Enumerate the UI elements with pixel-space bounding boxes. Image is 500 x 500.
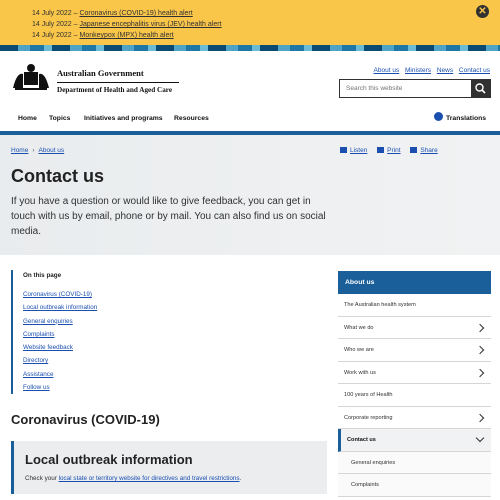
nav-initiatives[interactable]: Initiatives and programs (84, 115, 163, 122)
sidebar-item-what-we-do[interactable]: What we do (338, 317, 491, 340)
alert-item: 14 July 2022 – Coronavirus (COVID-19) health alert (32, 10, 193, 17)
speaker-icon (340, 147, 347, 153)
search-box (339, 79, 491, 98)
otp-link-directory[interactable]: Directory (23, 357, 49, 365)
decorative-stripe (0, 45, 500, 51)
alert-link-jev[interactable]: Japanese encephalitis virus (JEV) health alert (79, 21, 222, 28)
breadcrumb-about[interactable]: About us (38, 147, 65, 154)
callout-link[interactable]: local state or territory website for directives and travel restrictions (58, 475, 240, 482)
breadcrumb-separator: › (32, 147, 35, 154)
alert-list (32, 8, 222, 41)
share-button[interactable]: Share (410, 147, 437, 154)
callout-local-outbreak (11, 441, 327, 494)
search-icon (471, 80, 490, 97)
util-link-about[interactable]: About us (373, 67, 400, 74)
share-icon (410, 147, 417, 153)
chevron-right-icon[interactable] (476, 346, 484, 354)
sidebar-item-health-system[interactable]: The Australian health system (338, 294, 491, 317)
main-nav (0, 110, 500, 130)
callout-text: Check your local state or territory website for directives and travel restrictions. (25, 475, 242, 482)
logo-divider (57, 82, 179, 83)
page-title: Contact us (11, 166, 105, 186)
sidebar-item-corporate-reporting[interactable]: Corporate reporting (338, 407, 491, 430)
util-link-contact[interactable]: Contact us (458, 67, 490, 74)
listen-button[interactable]: Listen (340, 147, 367, 154)
chevron-right-icon[interactable] (476, 368, 484, 376)
globe-icon (434, 112, 443, 121)
util-link-news[interactable]: News (436, 67, 454, 74)
page-tools (340, 147, 446, 154)
nav-home[interactable]: Home (18, 115, 37, 122)
search-button[interactable] (471, 80, 490, 97)
nav-topics[interactable]: Topics (49, 115, 71, 122)
alert-link-mpx[interactable]: Monkeypox (MPX) health alert (79, 32, 174, 39)
translations-button[interactable]: Translations (434, 110, 486, 128)
breadcrumb (11, 147, 64, 154)
coat-of-arms-logo[interactable] (11, 62, 51, 92)
section-heading-covid: Coronavirus (COVID-19) (11, 412, 160, 427)
chevron-down-icon[interactable] (476, 434, 484, 442)
otp-link-covid[interactable]: Coronavirus (COVID-19) (23, 291, 92, 298)
on-this-page-title: On this page (23, 272, 62, 279)
sidebar-item-contact-us[interactable]: Contact us (338, 429, 491, 452)
sidebar-subitem-complaints[interactable]: Complaints (338, 474, 491, 497)
otp-link-assistance[interactable]: Assistance (23, 370, 54, 378)
sidebar-nav (338, 271, 491, 497)
print-icon (377, 147, 384, 153)
print-button[interactable]: Print (377, 147, 400, 154)
search-input[interactable] (340, 80, 472, 97)
sidebar-item-who-we-are[interactable]: Who we are (338, 339, 491, 362)
otp-link-general-enquiries[interactable]: General enquiries (23, 317, 73, 325)
chevron-right-icon[interactable] (476, 413, 484, 421)
alert-link-covid[interactable]: Coronavirus (COVID-19) health alert (79, 10, 193, 17)
otp-link-follow-us[interactable]: Follow us (23, 384, 50, 392)
close-icon[interactable]: ✕ (476, 5, 489, 18)
sidebar-item-work-with-us[interactable]: Work with us (338, 362, 491, 385)
alert-item: 14 July 2022 – Monkeypox (MPX) health alert (32, 32, 174, 39)
alert-banner (0, 0, 500, 45)
sidebar-heading[interactable]: About us (338, 271, 491, 294)
alert-item: 14 July 2022 – Japanese encephalitis virus (JEV) health alert (32, 21, 222, 28)
page-hero (0, 135, 500, 255)
breadcrumb-home[interactable]: Home (11, 147, 29, 154)
otp-link-complaints[interactable]: Complaints (23, 330, 55, 338)
otp-link-website-feedback[interactable]: Website feedback (23, 344, 73, 352)
intro-text: If you have a question or would like to give feedback, you can get in touch with us by email, phone or by mail. You can also find us on social media. (11, 196, 326, 237)
utility-links (370, 67, 490, 74)
on-this-page (11, 270, 321, 394)
callout-heading: Local outbreak information (25, 452, 193, 467)
site-logo-text[interactable] (57, 68, 179, 94)
dept-name: Department of Health and Aged Care (57, 86, 173, 94)
sidebar-subitem-general-enquiries[interactable]: General enquiries (338, 452, 491, 475)
gov-name: Australian Government (57, 68, 144, 78)
util-link-ministers[interactable]: Ministers (405, 67, 432, 74)
sidebar-item-100-years[interactable]: 100 years of Health (338, 384, 491, 407)
nav-resources[interactable]: Resources (174, 115, 209, 122)
otp-link-local-outbreak[interactable]: Local outbreak information (23, 304, 98, 312)
chevron-right-icon[interactable] (476, 323, 484, 331)
